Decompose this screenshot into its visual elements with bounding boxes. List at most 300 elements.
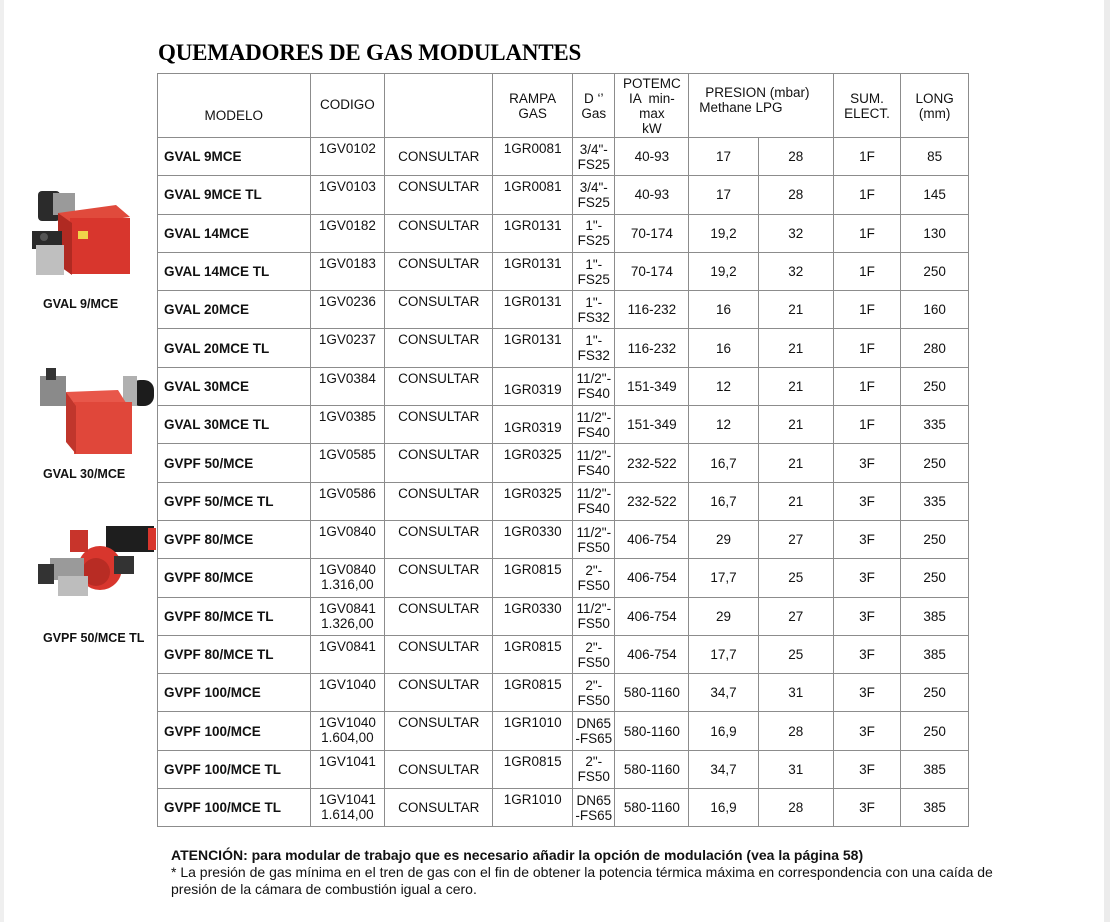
cell-long [901, 712, 969, 750]
length-mm: 250 [923, 685, 946, 701]
pressure-lpg: 32 [788, 225, 804, 241]
cell-potencia [615, 789, 689, 827]
header-potencia-line3: max [639, 105, 665, 121]
cell-methane [689, 444, 759, 482]
gas-train-code: 1GR0131 [503, 255, 562, 271]
pressure-methane: 16,7 [710, 455, 737, 471]
product-code: 1GV0585 [318, 447, 376, 463]
pressure-lpg: 27 [788, 532, 804, 548]
pressure-lpg: 25 [788, 647, 804, 662]
gas-diameter-line1: 2"- [585, 677, 603, 693]
electric-supply: 1F [859, 187, 875, 203]
cell-long [901, 559, 969, 597]
gas-diameter-line2: FS50 [577, 616, 610, 632]
power-range: 406-754 [627, 532, 677, 548]
cell-long [901, 214, 969, 252]
length-mm: 335 [923, 417, 946, 433]
gas-diameter-line1: 11/2"- [576, 371, 612, 387]
power-range: 406-754 [627, 608, 677, 624]
product-label-gvpf50: GVPF 50/MCE TL [43, 631, 145, 645]
cell-rampa [493, 482, 573, 520]
model-name: GVPF 100/MCE [164, 685, 261, 701]
cell-estado [385, 482, 493, 520]
gas-diameter-line2: FS40 [577, 463, 610, 479]
header-modelo-text: MODELO [204, 108, 263, 123]
header-potencia-line1: POTEMC [622, 75, 681, 91]
cell-dgas [573, 559, 615, 597]
gas-diameter-line1: 3/4"- [579, 179, 608, 195]
power-range: 580-1160 [623, 723, 680, 739]
length-mm: 280 [923, 340, 946, 356]
model-name: GVAL 14MCE TL [164, 264, 270, 280]
electric-supply: 1F [859, 340, 875, 356]
cell-modelo [158, 635, 311, 673]
cell-codigo [310, 444, 385, 482]
cell-long [901, 597, 969, 635]
gas-diameter-line1: 11/2"- [576, 524, 612, 540]
gas-diameter-line2: FS32 [577, 309, 610, 325]
cell-modelo [158, 520, 311, 558]
pressure-methane: 16 [716, 340, 732, 356]
header-long-line1: LONG [915, 90, 954, 106]
gas-train-code: 1GR0081 [503, 179, 562, 195]
product-code: 1GV0236 [318, 294, 376, 310]
electric-supply: 1F [859, 417, 875, 433]
cell-estado [385, 138, 493, 176]
product-code: 1GV0840 [318, 523, 376, 539]
gas-diameter-line2: FS50 [577, 692, 610, 708]
gas-diameter-line1: 2"- [585, 562, 603, 578]
power-range: 40-93 [634, 149, 670, 165]
pressure-methane: 29 [716, 608, 732, 624]
cell-modelo [158, 291, 311, 329]
cell-long [901, 176, 969, 214]
cell-rampa [493, 597, 573, 635]
cell-codigo [310, 674, 385, 712]
cell-estado [385, 444, 493, 482]
pressure-lpg: 28 [788, 723, 804, 739]
cell-potencia [615, 138, 689, 176]
cell-sum [833, 712, 901, 750]
model-name: GVPF 50/MCE TL [164, 493, 274, 509]
cell-codigo [310, 597, 385, 635]
cell-dgas [573, 635, 615, 673]
cell-sum [833, 444, 901, 482]
cell-modelo [158, 597, 311, 635]
cell-methane [689, 138, 759, 176]
model-name: GVPF 50/MCE [164, 455, 254, 471]
electric-supply: 3F [859, 761, 875, 777]
gas-train-code: 1GR0325 [503, 447, 562, 463]
consultar-status: CONSULTAR [398, 332, 480, 348]
electric-supply: 3F [859, 685, 875, 701]
cell-long [901, 406, 969, 444]
cell-rampa [493, 406, 573, 444]
cell-potencia [615, 597, 689, 635]
cell-methane [689, 597, 759, 635]
cell-estado [385, 559, 493, 597]
gas-diameter-line1: 1"- [585, 294, 603, 310]
pressure-lpg: 21 [788, 378, 804, 394]
electric-supply: 1F [859, 149, 875, 165]
gas-diameter-line1: 11/2"- [576, 486, 612, 502]
electric-supply: 3F [859, 532, 875, 548]
burner-spec-table [157, 73, 969, 827]
cell-potencia [615, 329, 689, 367]
cell-rampa [493, 214, 573, 252]
cell-potencia [615, 559, 689, 597]
cell-lpg [758, 406, 833, 444]
gas-train-code: 1GR0131 [503, 294, 562, 310]
gas-train-code: 1GR0815 [503, 677, 562, 693]
cell-lpg [758, 176, 833, 214]
cell-codigo [310, 138, 385, 176]
consultar-status: CONSULTAR [398, 217, 480, 233]
cell-dgas [573, 712, 615, 750]
cell-modelo [158, 406, 311, 444]
length-mm: 145 [923, 187, 946, 203]
cell-rampa [493, 520, 573, 558]
cell-lpg [758, 712, 833, 750]
cell-dgas [573, 520, 615, 558]
consultar-status: CONSULTAR [398, 447, 480, 463]
pressure-methane: 17 [716, 187, 732, 203]
table-row [158, 789, 969, 827]
pressure-lpg: 28 [788, 800, 804, 816]
table-row [158, 214, 969, 252]
power-range: 406-754 [627, 570, 677, 586]
cell-estado [385, 252, 493, 290]
cell-methane [689, 329, 759, 367]
header-blank [385, 74, 493, 138]
cell-potencia [615, 750, 689, 788]
gas-diameter-line1: 3/4"- [579, 141, 608, 157]
gas-train-code: 1GR1010 [503, 792, 562, 808]
product-code: 1GV0586 [318, 485, 376, 501]
gas-diameter-line2: FS40 [577, 501, 610, 517]
pressure-lpg: 28 [788, 149, 804, 165]
model-name: GVAL 9MCE TL [164, 187, 262, 203]
consultar-status: CONSULTAR [398, 485, 480, 501]
consultar-status: CONSULTAR [398, 294, 480, 310]
pressure-methane: 16 [716, 302, 732, 318]
gas-diameter-line1: DN65 [576, 716, 612, 732]
cell-methane [689, 520, 759, 558]
cell-codigo [310, 559, 385, 597]
product-code: 1GV1041 [318, 792, 376, 808]
cell-lpg [758, 520, 833, 558]
cell-rampa [493, 444, 573, 482]
gas-train-code: 1GR0319 [503, 420, 562, 436]
pressure-methane: 19,2 [710, 225, 737, 241]
length-mm: 335 [923, 493, 946, 509]
product-price: 1.316,00 [321, 577, 374, 593]
cell-lpg [758, 214, 833, 252]
table-row [158, 291, 969, 329]
gas-diameter-line1: 11/2"- [576, 409, 612, 425]
cell-methane [689, 367, 759, 405]
cell-long [901, 444, 969, 482]
gas-diameter-line2: FS50 [577, 577, 610, 593]
power-range: 580-1160 [623, 761, 680, 777]
cell-estado [385, 635, 493, 673]
cell-estado [385, 176, 493, 214]
cell-codigo [310, 406, 385, 444]
cell-potencia [615, 252, 689, 290]
cell-lpg [758, 252, 833, 290]
gas-diameter-line2: -FS65 [575, 807, 613, 823]
cell-lpg [758, 635, 833, 673]
gas-diameter-line1: 1"- [585, 218, 603, 234]
pressure-lpg: 25 [788, 570, 804, 586]
pressure-lpg: 27 [788, 608, 804, 624]
pressure-methane: 17,7 [710, 647, 737, 662]
gas-train-code: 1GR0815 [503, 638, 562, 654]
header-presion [689, 74, 833, 138]
header-codigo [310, 74, 385, 138]
cell-potencia [615, 712, 689, 750]
gas-train-code: 1GR0081 [503, 141, 562, 156]
product-code: 1GV0102 [318, 141, 376, 156]
gas-train-code: 1GR0131 [503, 217, 562, 233]
header-long-line2: (mm) [918, 105, 951, 121]
gas-diameter-line2: FS32 [577, 348, 610, 364]
cell-lpg [758, 674, 833, 712]
gas-diameter-line1: 2"- [585, 754, 603, 770]
cell-methane [689, 482, 759, 520]
header-potencia [615, 74, 689, 138]
cell-estado [385, 367, 493, 405]
cell-sum [833, 291, 901, 329]
gas-diameter-line2: FS40 [577, 386, 610, 402]
product-code: 1GV0237 [318, 332, 376, 348]
burner-red-box-large-icon [18, 362, 158, 457]
gas-diameter-line1: 1"- [585, 333, 603, 349]
consultar-status: CONSULTAR [398, 677, 480, 693]
electric-supply: 3F [859, 647, 875, 662]
power-range: 151-349 [627, 417, 677, 433]
length-mm: 385 [923, 647, 946, 662]
cell-methane [689, 635, 759, 673]
cell-codigo [310, 482, 385, 520]
length-mm: 130 [923, 225, 946, 241]
cell-long [901, 367, 969, 405]
consultar-status: CONSULTAR [398, 715, 480, 731]
cell-rampa [493, 559, 573, 597]
product-price: 1.614,00 [321, 807, 374, 823]
cell-dgas [573, 138, 615, 176]
power-range: 70-174 [630, 225, 673, 241]
length-mm: 250 [923, 455, 946, 471]
model-name: GVPF 100/MCE TL [164, 761, 282, 777]
header-modelo [158, 74, 311, 138]
cell-lpg [758, 367, 833, 405]
model-name: GVPF 80/MCE TL [164, 647, 274, 662]
cell-long [901, 635, 969, 673]
cell-codigo [310, 367, 385, 405]
header-dgas-line1: D ‘’ [584, 90, 604, 106]
cell-methane [689, 750, 759, 788]
page-edge-left [0, 0, 4, 922]
cell-codigo [310, 750, 385, 788]
header-sum [833, 74, 901, 138]
cell-rampa [493, 291, 573, 329]
cell-potencia [615, 176, 689, 214]
cell-lpg [758, 482, 833, 520]
table-body [158, 138, 969, 827]
product-code: 1GV0841 [318, 600, 376, 616]
table-row [158, 520, 969, 558]
cell-estado [385, 520, 493, 558]
cell-lpg [758, 559, 833, 597]
table-row [158, 750, 969, 788]
electric-supply: 3F [859, 455, 875, 471]
header-dgas [573, 74, 615, 138]
cell-rampa [493, 750, 573, 788]
cell-dgas [573, 444, 615, 482]
model-name: GVAL 20MCE [164, 302, 250, 318]
table-row [158, 674, 969, 712]
cell-estado [385, 597, 493, 635]
cell-potencia [615, 635, 689, 673]
length-mm: 385 [923, 608, 946, 624]
notes [171, 847, 1001, 898]
cell-methane [689, 712, 759, 750]
cell-long [901, 520, 969, 558]
gas-diameter-line2: FS25 [577, 233, 610, 249]
consultar-status: CONSULTAR [398, 562, 480, 578]
cell-sum [833, 252, 901, 290]
cell-estado [385, 214, 493, 252]
header-long [901, 74, 969, 138]
consultar-status: CONSULTAR [398, 149, 480, 165]
header-codigo-text: CODIGO [319, 97, 375, 112]
model-name: GVPF 100/MCE [164, 723, 261, 739]
cell-rampa [493, 176, 573, 214]
header-potencia-line4: kW [642, 120, 662, 136]
power-range: 116-232 [627, 340, 677, 356]
gas-diameter-line1: 2"- [585, 639, 603, 655]
cell-sum [833, 482, 901, 520]
electric-supply: 1F [859, 302, 875, 318]
product-code: 1GV0841 [318, 638, 376, 654]
cell-dgas [573, 367, 615, 405]
gas-diameter-line1: 1"- [585, 256, 603, 272]
cell-potencia [615, 367, 689, 405]
table-row [158, 597, 969, 635]
cell-long [901, 291, 969, 329]
pressure-methane: 17,7 [710, 570, 737, 586]
cell-codigo [310, 214, 385, 252]
header-sum-line1: SUM. [850, 90, 884, 106]
cell-modelo [158, 138, 311, 176]
pressure-footnote: * La presión de gas mínima en el tren de gas con el fin de obtener la potencia térmica máxima en correspondencia con una caída de presión de la cámara de combustión igual a cero. [171, 864, 993, 897]
cell-methane [689, 789, 759, 827]
gas-train-code: 1GR0325 [503, 485, 562, 501]
cell-lpg [758, 291, 833, 329]
modulation-warning: ATENCIÓN: para modular de trabajo que es necesario añadir la opción de modulación (vea la página 58) [171, 847, 864, 863]
cell-sum [833, 635, 901, 673]
pressure-lpg: 31 [788, 685, 804, 701]
table-row [158, 712, 969, 750]
pressure-methane: 34,7 [710, 685, 737, 701]
pressure-methane: 12 [716, 378, 732, 394]
product-code: 1GV0182 [318, 217, 376, 233]
gas-train-code: 1GR0815 [503, 753, 562, 769]
cell-modelo [158, 444, 311, 482]
cell-codigo [310, 635, 385, 673]
header-rampa-line2: GAS [518, 105, 547, 121]
header-rampa [493, 74, 573, 138]
cell-sum [833, 674, 901, 712]
pressure-methane: 29 [716, 532, 732, 548]
product-code: 1GV0103 [318, 179, 376, 195]
table-row [158, 138, 969, 176]
cell-long [901, 750, 969, 788]
cell-estado [385, 789, 493, 827]
power-range: 232-522 [627, 455, 677, 471]
product-label-gval30: GVAL 30/MCE [43, 467, 126, 481]
cell-modelo [158, 559, 311, 597]
cell-sum [833, 559, 901, 597]
length-mm: 160 [923, 302, 946, 318]
model-name: GVAL 20MCE TL [164, 340, 270, 356]
cell-codigo [310, 789, 385, 827]
table-row [158, 559, 969, 597]
cell-dgas [573, 482, 615, 520]
product-code: 1GV0385 [318, 409, 376, 425]
cell-codigo [310, 329, 385, 367]
cell-estado [385, 406, 493, 444]
model-name: GVAL 30MCE TL [164, 417, 270, 433]
cell-rampa [493, 329, 573, 367]
length-mm: 385 [923, 800, 946, 816]
cell-long [901, 252, 969, 290]
table-row [158, 176, 969, 214]
cell-rampa [493, 635, 573, 673]
cell-modelo [158, 674, 311, 712]
pressure-methane: 19,2 [710, 264, 737, 280]
electric-supply: 3F [859, 570, 875, 586]
cell-sum [833, 214, 901, 252]
table-row [158, 635, 969, 673]
power-range: 70-174 [630, 264, 673, 280]
cell-sum [833, 597, 901, 635]
table-row [158, 367, 969, 405]
length-mm: 250 [923, 570, 946, 586]
cell-sum [833, 520, 901, 558]
cell-dgas [573, 252, 615, 290]
cell-methane [689, 214, 759, 252]
gas-diameter-line1: DN65 [576, 792, 612, 808]
cell-long [901, 138, 969, 176]
cell-sum [833, 329, 901, 367]
cell-rampa [493, 712, 573, 750]
cell-rampa [493, 138, 573, 176]
cell-codigo [310, 520, 385, 558]
cell-lpg [758, 138, 833, 176]
cell-potencia [615, 520, 689, 558]
table-row [158, 444, 969, 482]
pressure-methane: 12 [716, 417, 732, 433]
length-mm: 250 [923, 532, 946, 548]
electric-supply: 3F [859, 608, 875, 624]
header-potencia-line2: IA min- [628, 90, 675, 106]
model-name: GVPF 80/MCE [164, 570, 254, 586]
cell-codigo [310, 712, 385, 750]
cell-dgas [573, 176, 615, 214]
electric-supply: 3F [859, 800, 875, 816]
